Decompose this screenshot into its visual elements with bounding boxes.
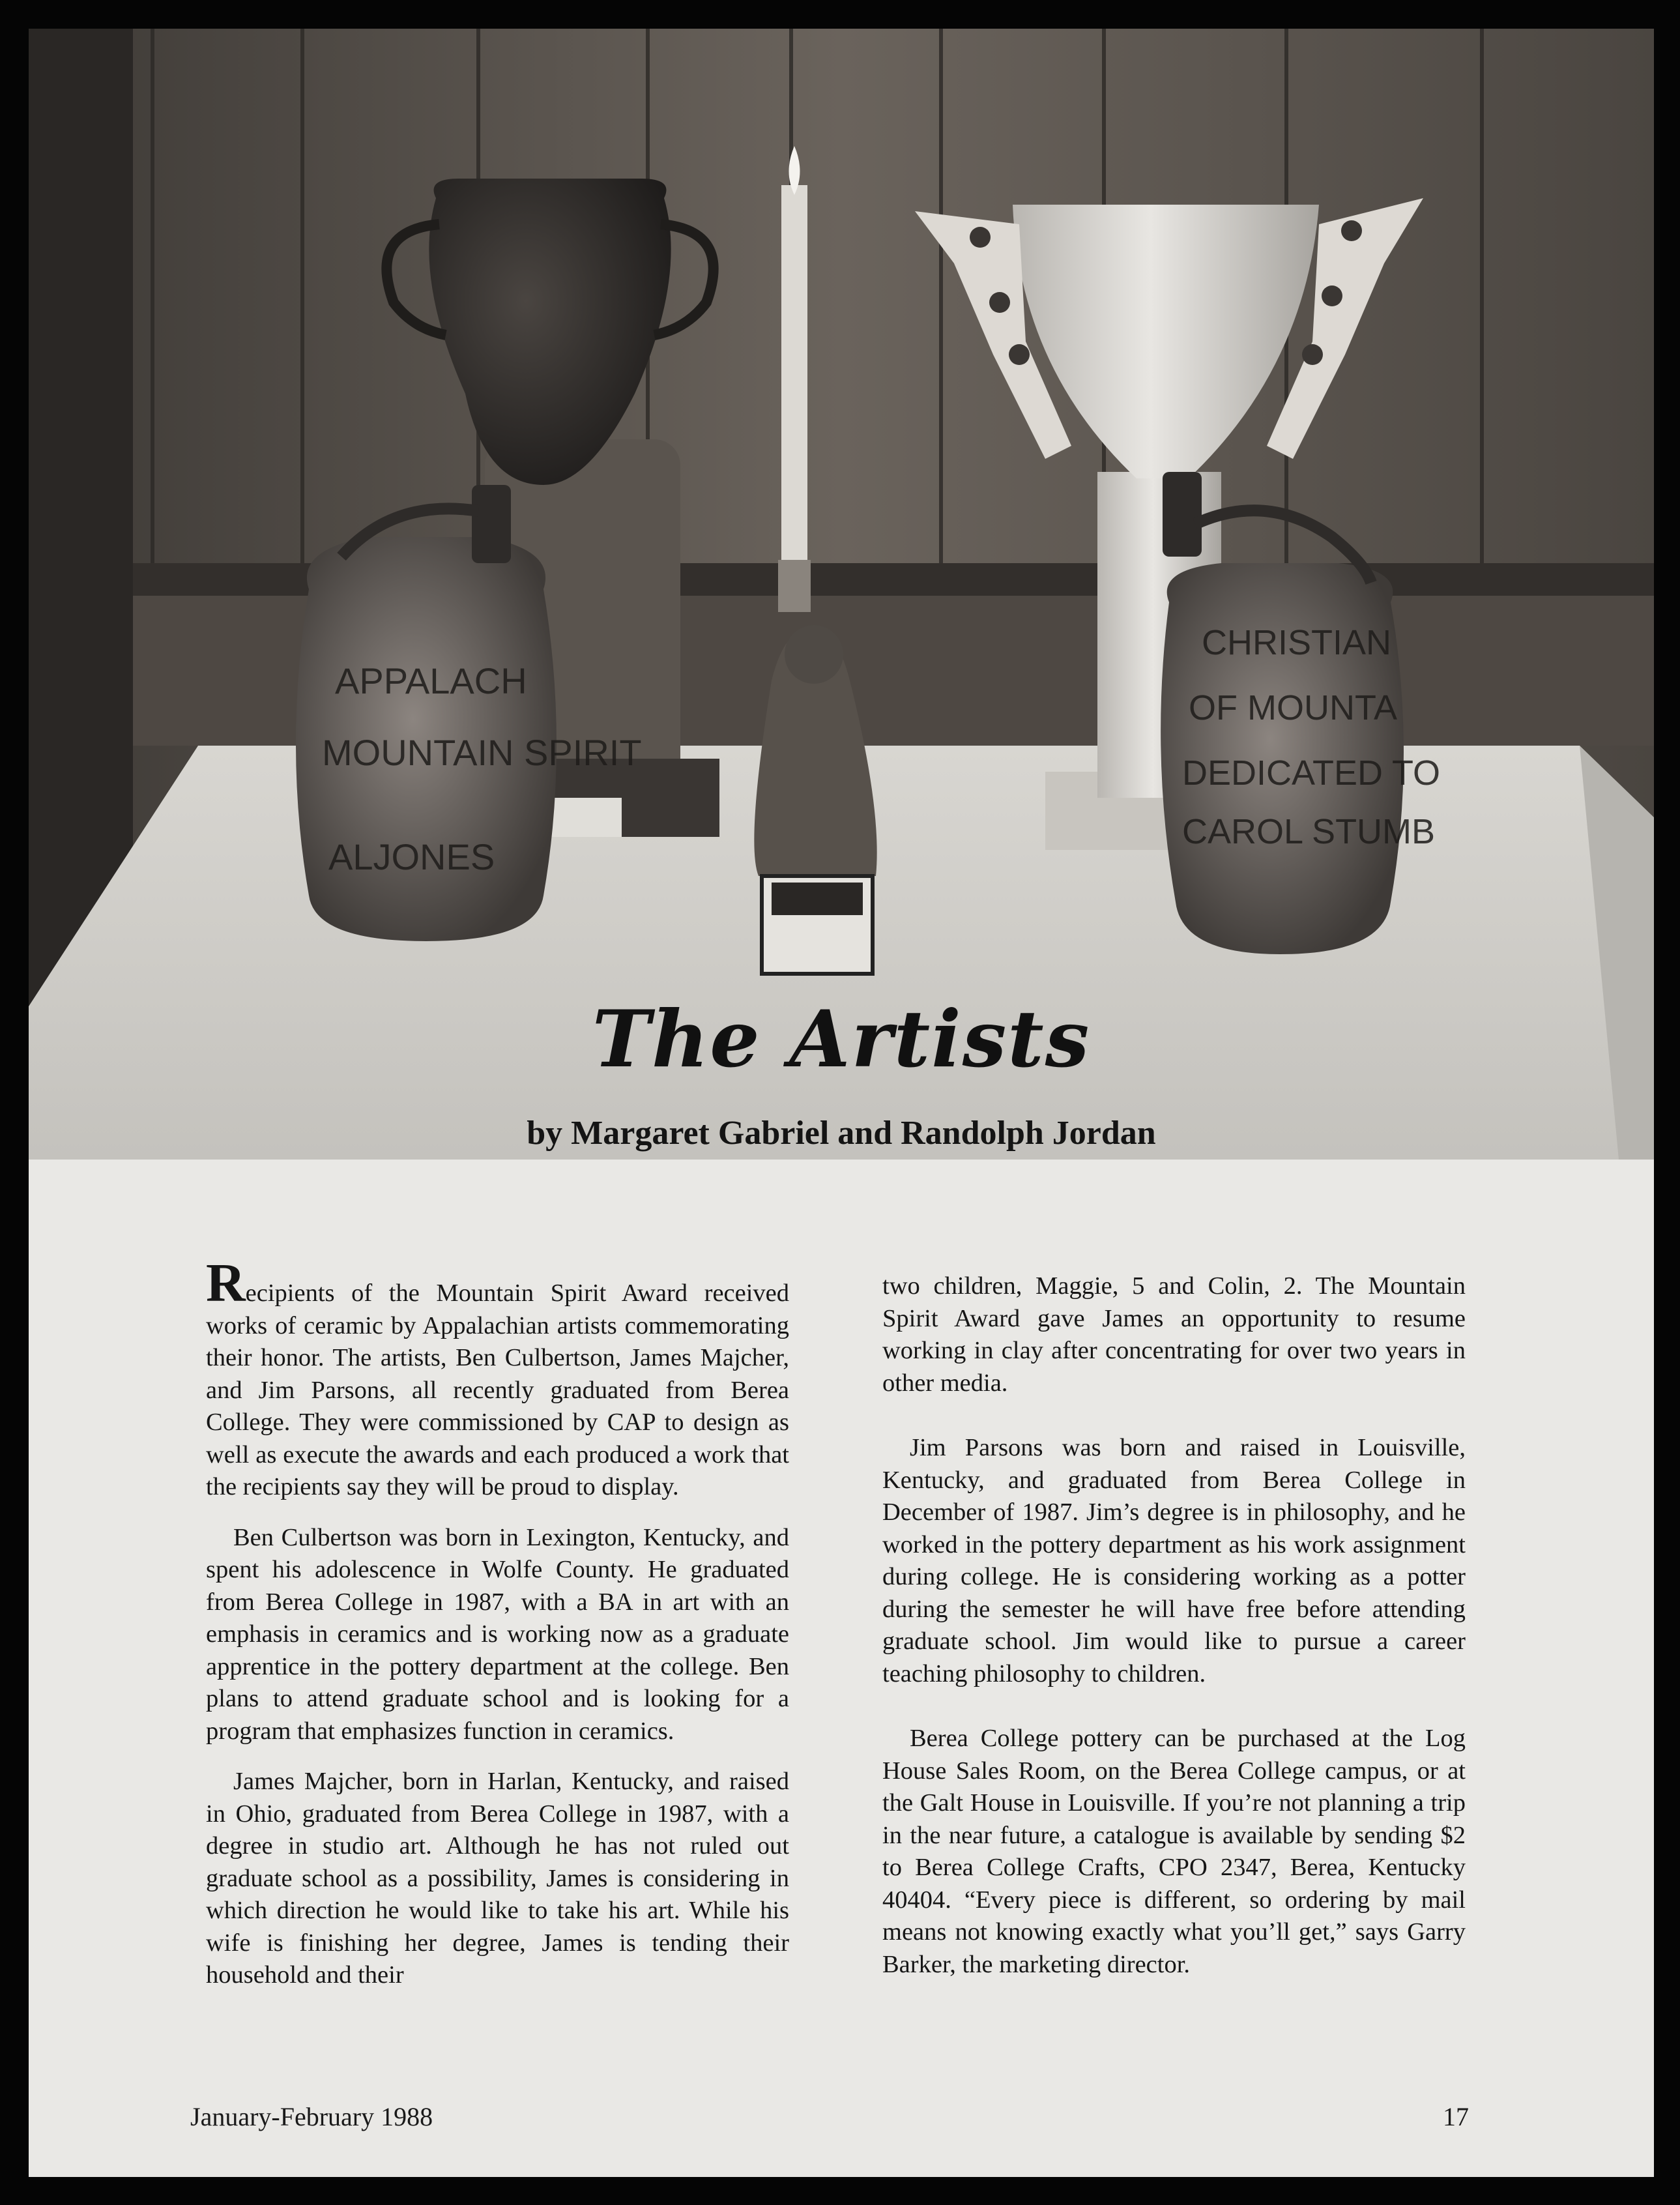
paragraph-intro bbox=[206, 1253, 789, 1504]
pottery-photograph bbox=[29, 29, 1654, 1160]
article-byline: by Margaret Gabriel and Randolph Jordan bbox=[527, 1115, 1156, 1152]
article-column-right bbox=[882, 1270, 1466, 1999]
article-column-left bbox=[206, 1253, 789, 2010]
paragraph-intro-text: ecipients of the Mountain Spirit Award received works of ceramic by Appalachian artists commemorating their honor. The artists, Ben Culbertson, James Majcher, and Jim Parsons, all recently graduated from Berea College. They were commissioned by CAP to design as well as execute the awards and each produced a work that the recipients say they will be proud to display. bbox=[206, 1279, 789, 1500]
left-jug-line-1: APPALACH bbox=[335, 660, 527, 701]
paragraph-james-continued: two children, Maggie, 5 and Colin, 2. The Mountain Spirit Award gave James an opportunity to resume working in clay after concentrating for over two years in other media. bbox=[882, 1272, 1466, 1397]
paragraph-jim-parsons: Jim Parsons was born and raised in Louisville, Kentucky, and graduated from Berea College in December of 1987. Jim’s degree is in philosophy, and he worked in the pottery department as his work assignment during college. He is considering working as a potter during the semester he will have free before attending graduate school. Jim would like to pursue a career teaching philosophy to children. bbox=[882, 1434, 1466, 1687]
paragraph-berea-pottery: Berea College pottery can be purchased at the Log House Sales Room, on the Berea College campus, or at the Galt House in Louisville. If you’re not planning a trip in the near future, a catalogue is available by sending $2 to Berea College Crafts, CPO 2347, Berea, Kentucky 40404. “Every piece is different, so ordering by mail means not knowing exactly what you’ll get,” says Garry Barker, the marketing director. bbox=[882, 1725, 1466, 1978]
pottery-photo-drawing bbox=[29, 29, 1654, 1160]
paragraph-ben-culbertson: Ben Culbertson was born in Lexington, Kentucky, and spent his adolescence in Wolfe County. He graduated from Berea College in 1987, with a BA in art with an emphasis in ceramics and is working now as a graduate apprentice in the pottery department at the college. Ben plans to attend graduate school and is looking for a program that emphasizes function in ceramics. bbox=[206, 1523, 789, 1745]
drop-cap: R bbox=[206, 1253, 246, 1313]
paragraph-james-majcher: James Majcher, born in Harlan, Kentucky, and raised in Ohio, graduated from Berea College in 1987, with a degree in studio art. Although he has not ruled out graduate school as a possibility, James is considering in which direction he would like to take his art. While his wife is finishing her degree, James is tending their household and their bbox=[206, 1768, 789, 1989]
article-title: The Artists bbox=[592, 993, 1091, 1085]
footer-date: January-February 1988 bbox=[190, 2102, 433, 2131]
page-number: 17 bbox=[1443, 2102, 1469, 2131]
right-jug-line-4: CAROL STUMB bbox=[1182, 812, 1436, 851]
left-jug-line-2: MOUNTAIN SPIRIT bbox=[322, 732, 642, 773]
left-jug-line-3: ALJONES bbox=[328, 836, 495, 877]
right-jug-line-3: DEDICATED TO bbox=[1182, 753, 1441, 793]
right-jug-line-1: CHRISTIAN bbox=[1202, 623, 1392, 662]
right-jug-line-2: OF MOUNTA bbox=[1189, 688, 1397, 727]
magazine-page bbox=[29, 29, 1654, 2177]
